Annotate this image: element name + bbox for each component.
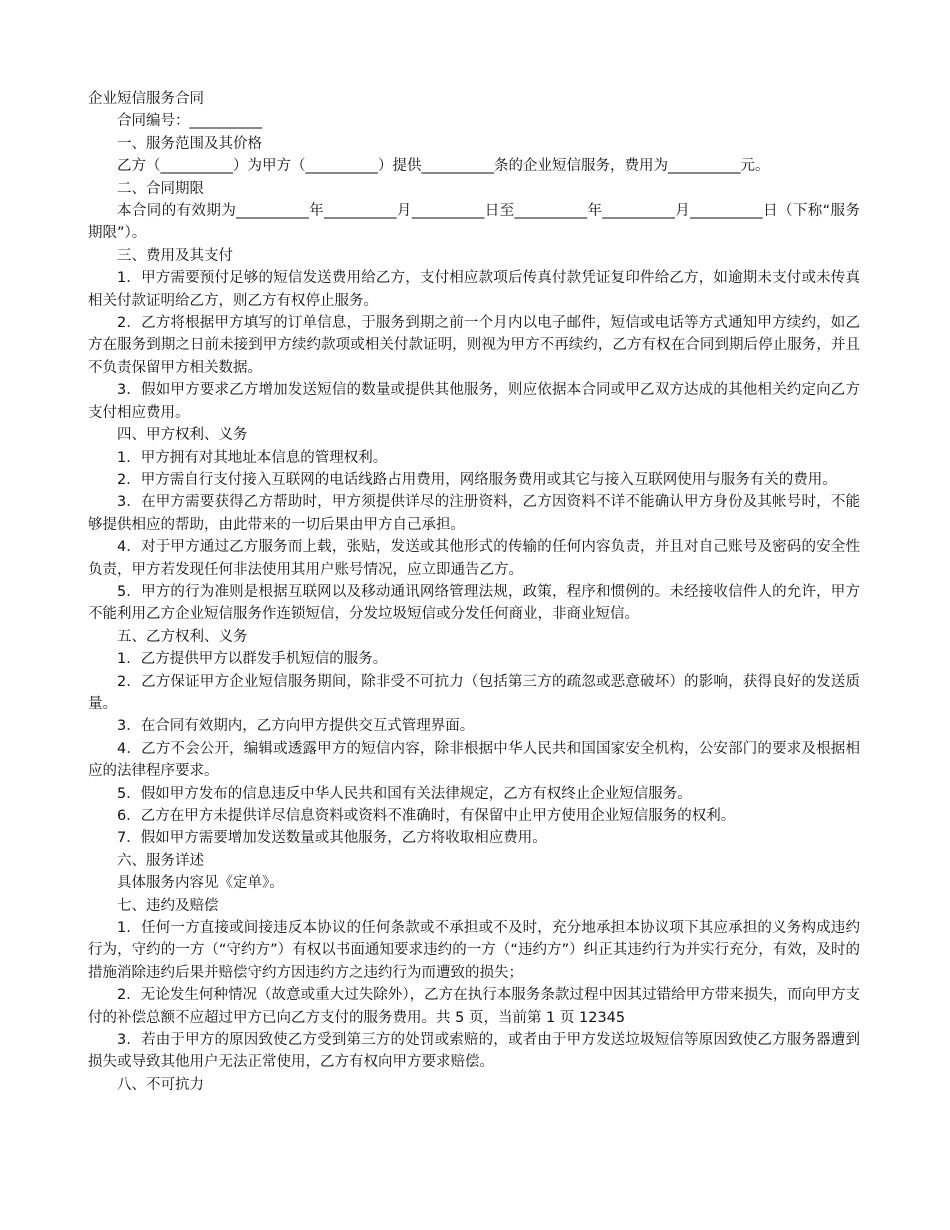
document-title: 企业短信服务合同: [88, 91, 204, 107]
clause: 2．无论发生何种情况（故意或重大过失除外），乙方在执行本服务条款过程中因其过错给甲方带来损失，而向甲方支付的补偿总额不应超过甲方已向乙方支付的服务费用。共 5 页，当前第 1 页 12345: [88, 987, 860, 1026]
clause: 2．甲方需自行支付接入互联网的电话线路占用费用，网络服务费用或其它与接入互联网使用与服务有关的费用。: [117, 471, 837, 488]
contract-document: [88, 88, 860, 1096]
clause: 4．对于甲方通过乙方服务而上载，张贴，发送或其他形式的传输的任何内容负责，并且对自己账号及密码的安全性负责，甲方若发现任何非法使用其用户账号情况，应立即通告乙方。: [88, 539, 860, 578]
section-heading: 四、甲方权利、义务: [117, 427, 248, 444]
paragraph: 乙方（__________）为甲方（__________）提供__________条的企业短信服务，费用为__________元。: [117, 158, 770, 175]
clause: 3．假如甲方要求乙方增加发送短信的数量或提供其他服务，则应依据本合同或甲乙双方达成的其他相关约定向乙方支付相应费用。: [88, 382, 860, 421]
section-heading: 一、服务范围及其价格: [117, 135, 262, 152]
clause: 5．假如甲方发布的信息违反中华人民共和国有关法律规定，乙方有权终止企业短信服务。: [117, 785, 692, 802]
section-heading: 七、违约及赔偿: [117, 897, 219, 914]
clause: 2．乙方将根据甲方填写的订单信息，于服务到期之前一个月内以电子邮件，短信或电话等方式通知甲方续约，如乙方在服务到期之日前未接到甲方续约款项或相关付款证明，则视为甲方不再续约，乙方有权在合同到期后停止服务，并且不负责保留甲方相关数据。: [88, 315, 860, 376]
clause: 1．甲方拥有对其地址本信息的管理权利。: [117, 449, 388, 466]
clause: 3．在甲方需要获得乙方帮助时，甲方须提供详尽的注册资料，乙方因资料不详不能确认甲方身份及其帐号时，不能够提供相应的帮助，由此带来的一切后果由甲方自己承担。: [88, 494, 860, 533]
clause: 7．假如甲方需要增加发送数量或其他服务，乙方将收取相应费用。: [117, 830, 547, 847]
clause: 4．乙方不会公开，编辑或透露甲方的短信内容，除非根据中华人民共和国国家安全机构，公安部门的要求及根据相应的法律程序要求。: [88, 740, 860, 780]
section-heading: 五、乙方权利、义务: [117, 628, 248, 645]
clause: 3．在合同有效期内，乙方向甲方提供交互式管理界面。: [117, 718, 475, 735]
paragraph: 具体服务内容见《定单》。: [117, 875, 284, 892]
clause: 1．乙方提供甲方以群发手机短信的服务。: [117, 651, 388, 668]
section-heading: 三、费用及其支付: [117, 247, 233, 264]
contract-number: 合同编号：__________: [117, 113, 262, 130]
section-heading: 二、合同期限: [117, 180, 204, 197]
clause: 6．乙方在甲方未提供详尽信息资料或资料不准确时，有保留中止甲方使用企业短信服务的权利。: [117, 808, 736, 824]
clause: 2．乙方保证甲方企业短信服务期间，除非受不可抗力（包括第三方的疏忽或恶意破坏）的影响，获得良好的发送质量。: [88, 673, 860, 712]
clause: 1．甲方需要预付足够的短信发送费用给乙方，支付相应款项后传真付款凭证复印件给乙方，如逾期未支付或未传真相关付款证明给乙方，则乙方有权停止服务。: [88, 270, 860, 309]
section-heading: 八、不可抗力: [117, 1076, 204, 1093]
clause: 5．甲方的行为准则是根据互联网以及移动通讯网络管理法规，政策，程序和惯例的。未经接收信件人的允许，甲方不能利用乙方企业短信服务作连锁短信，分发垃圾短信或分发任何商业，非商业短信。: [88, 583, 860, 623]
clause: 1．任何一方直接或间接违反本协议的任何条款或不承担或不及时，充分地承担本协议项下其应承担的义务构成违约行为，守约的一方（“守约方”）有权以书面通知要求违约的一方（“违约方”）纠正其违约行为并实行充分，有效，及时的措施消除违约后果并赔偿守约方因违约方之违约行为而遭致的损失；: [88, 920, 860, 981]
paragraph: 本合同的有效期为__________年__________月__________日至__________年__________月__________日（下称“服务期限”）。: [88, 203, 860, 242]
clause: 3．若由于甲方的原因致使乙方受到第三方的处罚或索赔的，或者由于甲方发送垃圾短信等原因致使乙方服务器遭到损失或导致其他用户无法正常使用，乙方有权向甲方要求赔偿。: [88, 1032, 860, 1071]
section-heading: 六、服务详述: [117, 852, 204, 869]
